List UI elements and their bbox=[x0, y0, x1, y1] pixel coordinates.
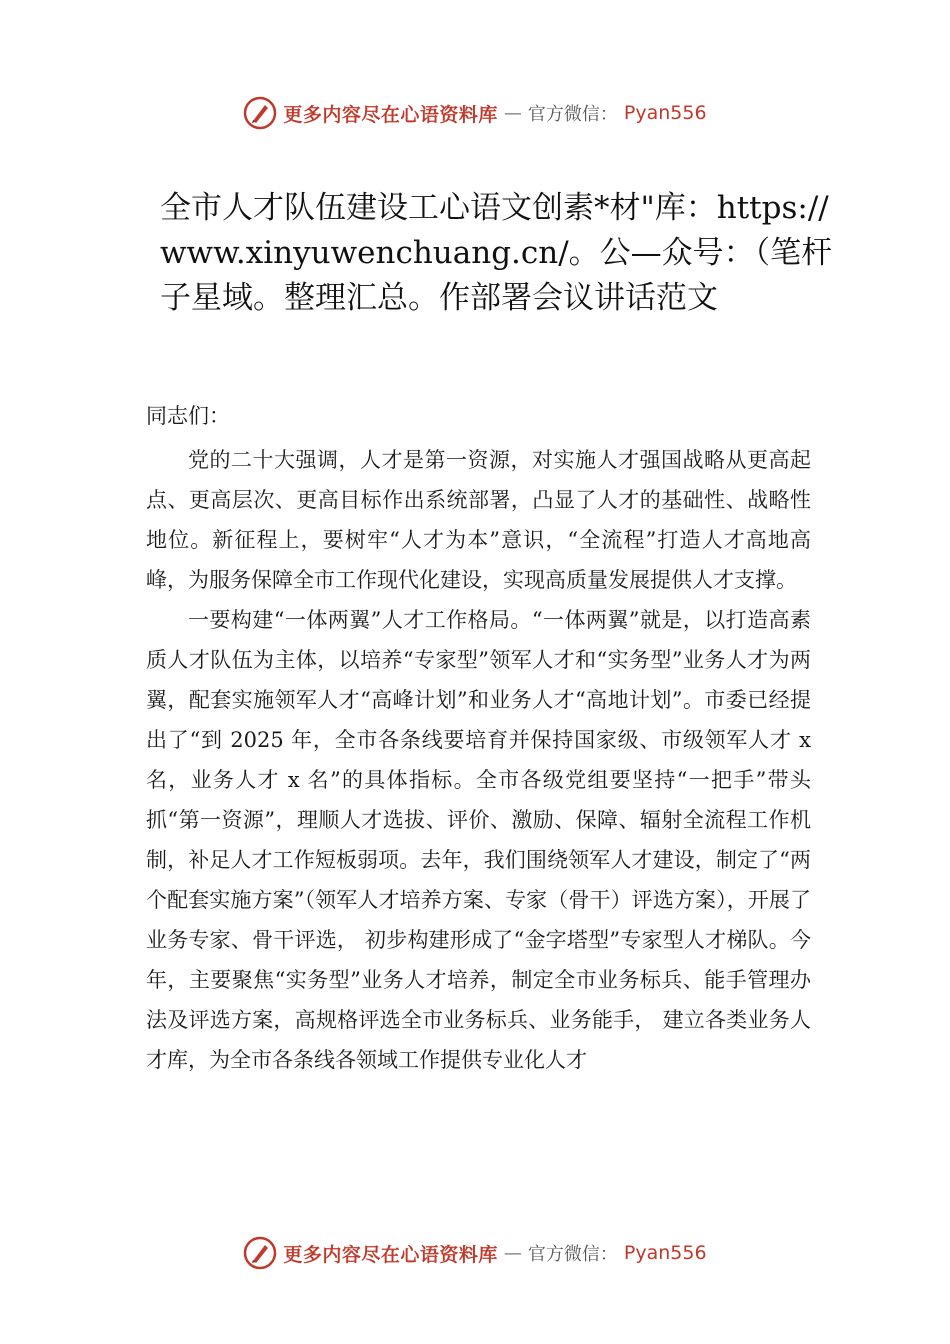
header-banner bbox=[0, 96, 950, 130]
banner-wechat-id: Pyan556 bbox=[623, 102, 707, 124]
document-title: 全市人才队伍建设工心语文创素*材"库：https://www.xinyuwenchuang.cn/。公—众号：（笔杆子星域。整理汇总。作部署会议讲话范文 bbox=[160, 190, 833, 316]
paragraph: 一要构建“一体两翼”人才工作格局。“一体两翼”就是，以打造高素质人才队伍为主体，以培养“专家型”领军人才和“实务型”业务人才为两翼，配套实施领军人才“高峰计划”和业务人才“高地计划”。市委已经提出了“到 2025 年，全市各条线要培育并保持国家级、市级领军人才 x 名，业务人才 x 名”的具体指标。全市各级党组要坚持“一把手”带头抓“第一资源”，理顺人才选拔、评价、激励、保障、辐射全流程工作机制，补足人才工作短板弱项。去年，我们围绕领军人才建设，制定了“两个配套实施方案”（领军人才培养方案、专家（骨干）评选方案），开展了业务专家、骨干评选， 初步构建形成了“金字塔型”专家型人才梯队。今年，主要聚焦“实务型”业务人才培养，制定全市业务标兵、能手管理办法及评选方案，高规格评选全市业务标兵、业务能手， 建立各类业务人才库，为全市各条线各领域工作提供专业化人才 bbox=[146, 608, 811, 1072]
banner-brand-text: 更多内容尽在心语资料库 bbox=[283, 1243, 498, 1266]
banner-wechat-label: 官方微信： bbox=[527, 1244, 618, 1265]
salutation: 同志们： bbox=[146, 404, 230, 428]
banner-brand-text: 更多内容尽在心语资料库 bbox=[283, 103, 498, 126]
footer-banner bbox=[0, 1236, 950, 1270]
document-body bbox=[146, 440, 811, 1080]
pen-logo-icon bbox=[243, 1236, 277, 1270]
pen-logo-icon bbox=[243, 96, 277, 130]
banner-separator: — bbox=[503, 102, 522, 124]
banner-wechat-label: 官方微信： bbox=[527, 104, 618, 125]
banner-wechat-id: Pyan556 bbox=[623, 1242, 707, 1264]
banner-separator: — bbox=[503, 1242, 522, 1264]
paragraph: 党的二十大强调，人才是第一资源，对实施人才强国战略从更高起点、更高层次、更高目标作出系统部署，凸显了人才的基础性、战略性地位。新征程上，要树牢“人才为本”意识，“全流程”打造人才高地高峰，为服务保障全市工作现代化建设，实现高质量发展提供人才支撑。 bbox=[146, 448, 811, 592]
